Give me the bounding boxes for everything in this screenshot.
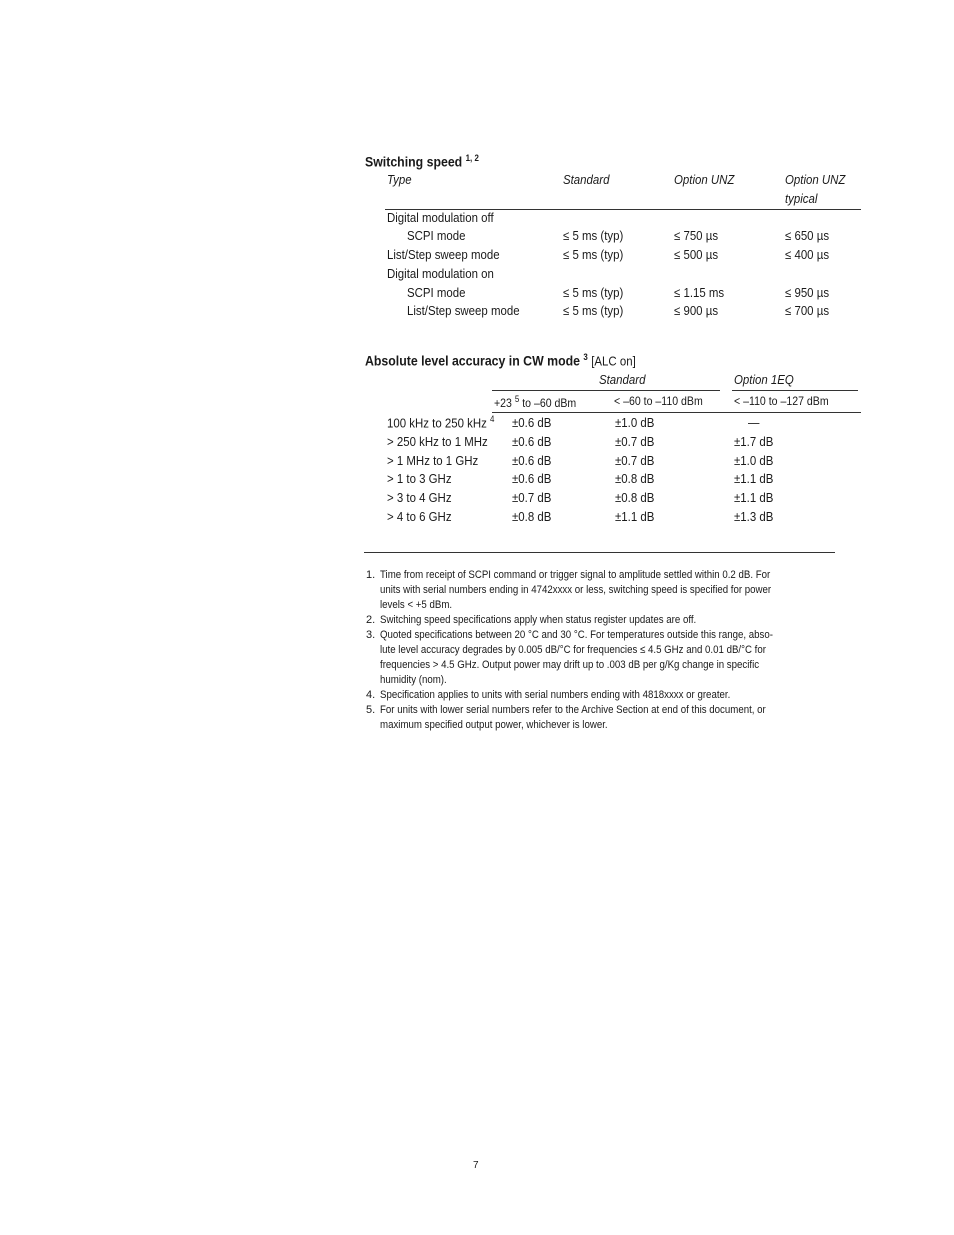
table-cell: ±0.6 dB	[512, 434, 552, 449]
table-cell: ±1.1 dB	[615, 509, 655, 524]
subheader-range-2: < –60 to –110 dBm	[614, 394, 703, 408]
standard-group-header: Standard	[599, 372, 646, 387]
col-option-unz-typical-header-line2: typical	[785, 191, 818, 206]
table-cell: ±0.8 dB	[615, 471, 655, 486]
table-row-label: > 1 MHz to 1 GHz	[387, 453, 479, 468]
table-cell: ±1.0 dB	[734, 453, 774, 468]
switching-speed-title: Switching speed $^{1, 2}$	[365, 153, 479, 170]
table-row-label: Digital modulation off	[387, 210, 494, 225]
subheader-range-1: +23 $^5$ to –60 dBm	[494, 394, 577, 410]
table-row-label: Digital modulation on	[387, 266, 494, 281]
table-row-label: SCPI mode	[407, 285, 466, 300]
table-cell: ±1.1 dB	[734, 471, 774, 486]
table-cell: ≤ 1.15 ms	[674, 285, 725, 300]
table-cell: ≤ 700 µs	[785, 303, 830, 318]
table-cell: ≤ 5 ms (typ)	[563, 303, 624, 318]
table-cell: ≤ 650 µs	[785, 228, 830, 243]
footnote-2: 2. Switching speed specifications apply when status register updates are off.	[366, 614, 697, 626]
table-cell: ±0.6 dB	[512, 471, 552, 486]
col-standard-header: Standard	[563, 172, 610, 187]
table-row-label: List/Step sweep mode	[387, 247, 500, 262]
table-cell: ≤ 900 µs	[674, 303, 719, 318]
table-cell: ±0.7 dB	[615, 434, 655, 449]
table-cell: —	[748, 415, 760, 430]
footnote-3: 3. Quoted specifications between 20 °C and 30 °C. For temperatures outside this range, abso- lute level accuracy degrades by 0.005 dB/°C for frequencies ≤ 4.5 GHz and 0.01 dB/°C for frequencies > 4.5 GHz. Output power may drift up to .003 dB per g/Kg change in specific humidity (nom).	[366, 629, 774, 686]
table-cell: ≤ 500 µs	[674, 247, 719, 262]
table-cell: ±0.7 dB	[512, 490, 552, 505]
table-cell: ±1.0 dB	[615, 415, 655, 430]
table-cell: ≤ 400 µs	[785, 247, 830, 262]
table-cell: ±0.8 dB	[615, 490, 655, 505]
col-option-unz-header: Option UNZ	[674, 172, 735, 187]
page-number: 7	[473, 1160, 479, 1171]
table-cell: ≤ 750 µs	[674, 228, 719, 243]
footnote-5: 5. For units with lower serial numbers refer to the Archive Section at end of this document, or maximum specified output power, whichever is lower.	[366, 704, 766, 731]
table-row-label: > 250 kHz to 1 MHz	[387, 434, 488, 449]
table-cell: ±0.6 dB	[512, 415, 552, 430]
table-row-label: List/Step sweep mode	[407, 303, 520, 318]
accuracy-title: Absolute level accuracy in CW mode $^3$ [ALC on]	[365, 352, 636, 369]
footnote-1: 1. Time from receipt of SCPI command or trigger signal to amplitude settled within 0.2 dB. For units with serial numbers ending in 4742xxxx or less, switching speed is specified for power levels < +5 dBm.	[366, 569, 772, 611]
table-cell: ≤ 5 ms (typ)	[563, 247, 624, 262]
footnote-4: 4. Specification applies to units with serial numbers ending with 4818xxxx or greater.	[366, 689, 731, 701]
option-group-rule	[732, 390, 858, 391]
table-cell: ±1.3 dB	[734, 509, 774, 524]
footnotes	[366, 568, 846, 733]
table-cell: ≤ 5 ms (typ)	[563, 228, 624, 243]
subheader-rule	[492, 412, 861, 413]
option-1eq-group-header: Option 1EQ	[734, 372, 794, 387]
table-row-label: > 1 to 3 GHz	[387, 471, 452, 486]
standard-group-rule	[492, 390, 720, 391]
col-option-unz-typical-header: Option UNZ	[785, 172, 846, 187]
table-row-label: > 3 to 4 GHz	[387, 490, 452, 505]
table-cell: ≤ 5 ms (typ)	[563, 285, 624, 300]
table-cell: ≤ 950 µs	[785, 285, 830, 300]
table-cell: ±1.7 dB	[734, 434, 774, 449]
table-row-label: 100 kHz to 250 kHz $^4$	[387, 414, 495, 431]
col-type-header: Type	[387, 172, 412, 187]
table-cell: ±1.1 dB	[734, 490, 774, 505]
footnote-separator	[364, 552, 835, 553]
table-cell: ±0.6 dB	[512, 453, 552, 468]
table-row-label: SCPI mode	[407, 228, 466, 243]
table-cell: ±0.8 dB	[512, 509, 552, 524]
table-cell: ±0.7 dB	[615, 453, 655, 468]
subheader-range-3: < –110 to –127 dBm	[734, 394, 829, 408]
table-row-label: > 4 to 6 GHz	[387, 509, 452, 524]
